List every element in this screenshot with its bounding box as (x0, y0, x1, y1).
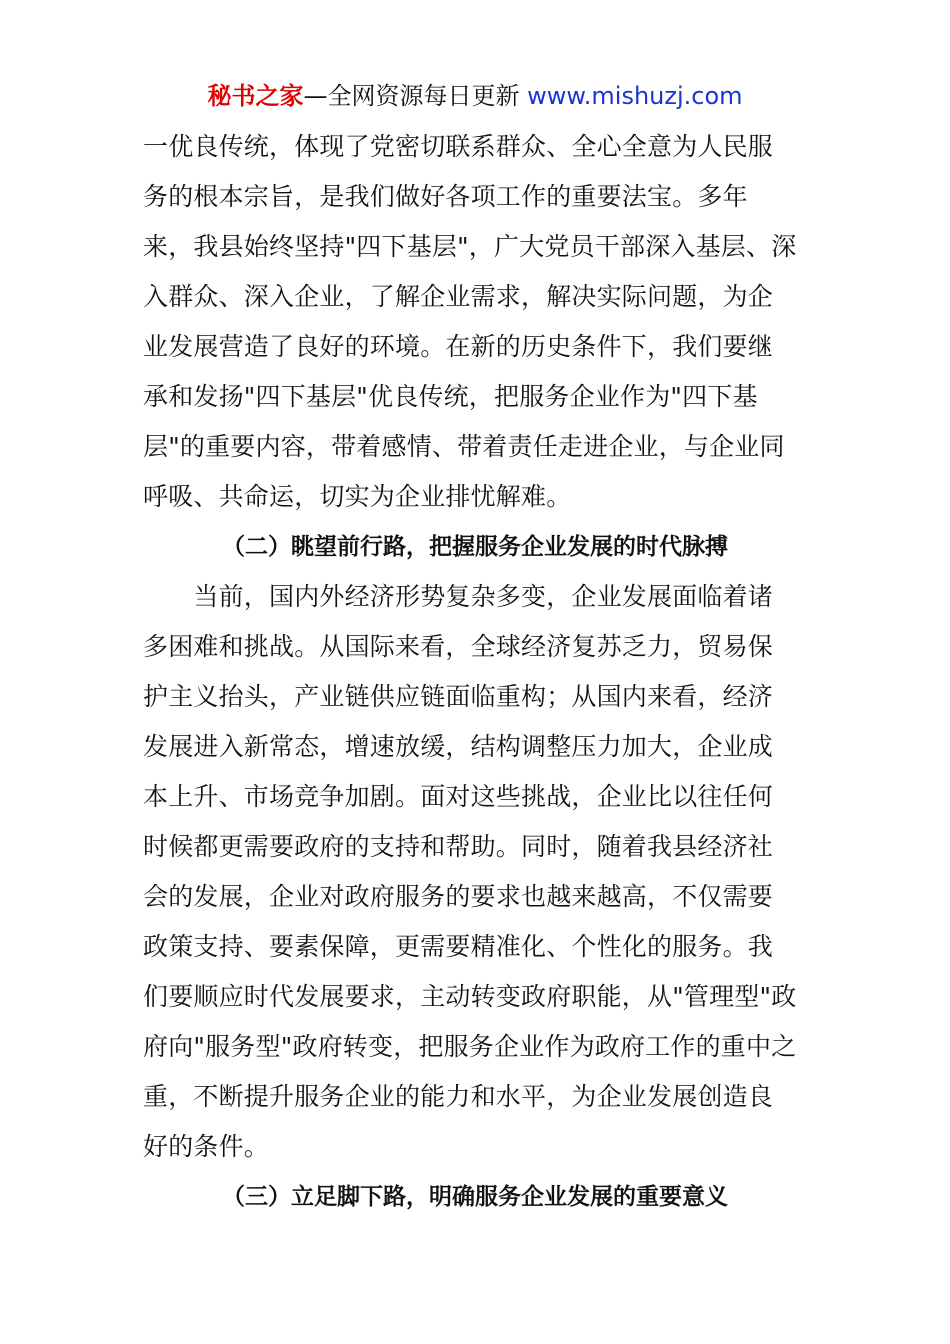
paragraph-2-line: 们要顺应时代发展要求，主动转变政府职能，从"管理型"政 (143, 982, 797, 1011)
paragraph-2-line: 政策支持、要素保障，更需要精准化、个性化的服务。我 (143, 932, 774, 961)
paragraph-2-line: 当前，国内外经济形势复杂多变，企业发展面临着诸 (143, 582, 774, 611)
site-header (0, 80, 950, 112)
paragraph-2-line: 护主义抬头，产业链供应链面临重构；从国内来看，经济 (143, 682, 774, 711)
site-tagline: —全网资源每日更新 (303, 82, 528, 110)
paragraph-2-line: 府向"服务型"政府转变，把服务企业作为政府工作的重中之 (143, 1032, 797, 1061)
section-heading-2: （二）眺望前行路，把握服务企业发展的时代脉搏 (222, 534, 728, 560)
paragraph-1-line: 呼吸、共命运，切实为企业排忧解难。 (143, 482, 572, 511)
site-brand: 秘书之家 (207, 82, 304, 110)
section-heading-3: （三）立足脚下路，明确服务企业发展的重要意义 (222, 1184, 728, 1210)
paragraph-2-line: 会的发展，企业对政府服务的要求也越来越高，不仅需要 (143, 882, 774, 911)
paragraph-2-line: 本上升、市场竞争加剧。面对这些挑战，企业比以往任何 (143, 782, 774, 811)
paragraph-2-line: 好的条件。 (143, 1132, 270, 1161)
site-url-link[interactable]: www.mishuzj.com (527, 82, 743, 110)
paragraph-2-line: 发展进入新常态，增速放缓，结构调整压力加大，企业成 (143, 732, 774, 761)
paragraph-1-line: 务的根本宗旨，是我们做好各项工作的重要法宝。多年 (143, 182, 748, 211)
paragraph-2-line: 重，不断提升服务企业的能力和水平，为企业发展创造良 (143, 1082, 774, 1111)
paragraph-1-line: 一优良传统，体现了党密切联系群众、全心全意为人民服 (143, 132, 774, 161)
paragraph-1-line: 入群众、深入企业，了解企业需求，解决实际问题，为企 (143, 282, 774, 311)
paragraph-2-line: 多困难和挑战。从国际来看，全球经济复苏乏力，贸易保 (143, 632, 774, 661)
paragraph-1-line: 业发展营造了良好的环境。在新的历史条件下，我们要继 (143, 332, 774, 361)
paragraph-1-line: 来，我县始终坚持"四下基层"，广大党员干部深入基层、深 (143, 232, 797, 261)
paragraph-2-line: 时候都更需要政府的支持和帮助。同时，随着我县经济社 (143, 832, 774, 861)
paragraph-1-line: 承和发扬"四下基层"优良传统，把服务企业作为"四下基 (143, 382, 758, 411)
paragraph-1-line: 层"的重要内容，带着感情、带着责任走进企业，与企业同 (143, 432, 785, 461)
